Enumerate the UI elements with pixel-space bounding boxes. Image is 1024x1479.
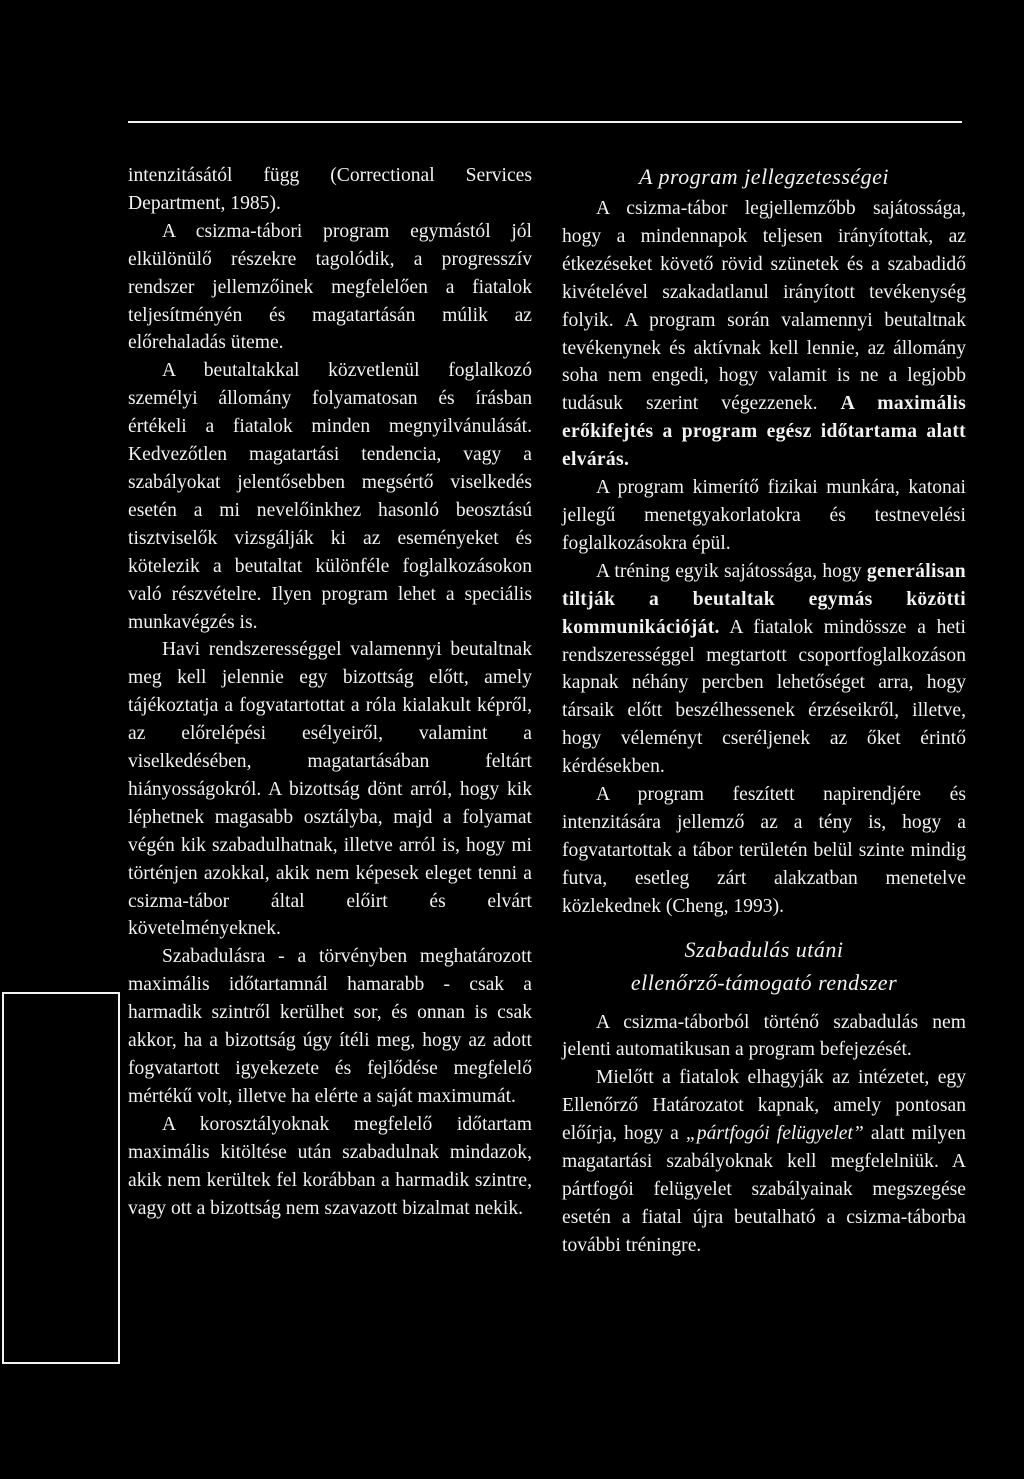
emphasis-text: generálisan tiltják a beutaltak egymás közötti kommunikációját. (562, 560, 966, 638)
paragraph: A program kimerítő fizikai munkára, katonai jellegű menetgyakorlatokra és testnevelési foglalkozásokra épül. (562, 477, 966, 554)
right-column (562, 162, 966, 1260)
paragraph-text: alatt milyen magatartási szabályoknak kell megfelelniük. A pártfogói felügyelet szabályainak megszegése esetén a fiatal újra beutalható a csizma-táborba további tréningre. (562, 1123, 966, 1256)
paragraph (562, 195, 966, 474)
top-rule (128, 121, 962, 123)
paragraph-text: A csizma-tábor legjellemzőbb sajátossága, hogy a mindennapok teljesen irányítottak, az étkezéseket követő rövid szünetek és a szabadidő kivételével szakadatlanul irányított tevékenység folyik. A program során valamennyi beutaltnak tevékenynek és aktívnak kell lennie, az állomány soha nem engedi, hogy valamit is ne a legjobb tudásuk szerint végezzenek. (562, 198, 966, 415)
paragraph-text: A fiatalok mindössze a heti rendszerességgel megtartott csoportfoglalkozáson kapnak néhány percben lehetőséget arra, hogy társaik előtt beszélhessenek érzéseikről, illetve, hogy véleményt cseréljenek az őket érintő kérdésekben. (562, 616, 966, 778)
paragraph (562, 1064, 966, 1259)
paragraph: Szabadulásra - a törvényben meghatározott maximális időtartamnál hamarabb - csak a harmadik szintről kerülhet sor, és onnan is csak akkor, ha a bizottság úgy ítéli meg, hogy az adott fogvatartott igyekezete és fejlődése megfelelő mértékű volt, illetve ha elérte a saját maximumát. (128, 946, 532, 1107)
paragraph-text: A tréning egyik sajátossága, hogy (596, 560, 862, 582)
paragraph: A program feszített napirendjére és intenzitására jellemző az a tény is, hogy a fogvatartottak a tábor területén belül szinte mindig futva, esetleg zárt alakzatban menetelve közlekednek (Cheng, 1993). (562, 784, 966, 917)
section-heading: A program jellegzetességei (638, 164, 890, 189)
paragraph: Havi rendszerességgel valamennyi beutaltnak meg kell jelennie egy bizottság előtt, amely tájékoztatja a fogvatartottat a róla kialakult képről, az előrelépési esélyeiről, valamint a viselkedésében, magatartásában feltárt hiányosságokról. A bizottság dönt arról, hogy kik léphetnek magasabb osztályba, majd a folyamat végén kik szabadulhatnak, illetve arról is, hogy mi történjen azokkal, akik nem képesek eleget tenni a csizma-tábor által előirt és elvárt követelményeknek. (128, 639, 532, 940)
emphasis-text: A maximális erőkifejtés a program egész időtartama alatt elvárás. (562, 393, 966, 471)
left-column (128, 162, 532, 1222)
margin-box (2, 992, 120, 1364)
paragraph: intenzitásától függ (Correctional Services Department, 1985). (128, 165, 532, 214)
paragraph (562, 558, 966, 781)
section-heading-line2: ellenőrző-támogató rendszer (630, 969, 898, 995)
italic-term: „pártfogói felügyelet” (685, 1123, 864, 1145)
paragraph: A csizma-táborból történő szabadulás nem jelenti automatikusan a program befejezését. (562, 1011, 966, 1061)
paragraph: A beutaltakkal közvetlenül foglalkozó személyi állomány folyamatosan és írásban értékeli a fiatalok minden megnyilvánulását. Kedvezőtlen magatartási tendencia, vagy a szabályokat jelentősebben megsértő viselkedés esetén a mi nevelőinkhez hasonló beosztású tisztviselők vizsgálják ki az eseményeket és kötelezik a beutaltat különféle foglalkozásokon való részvételre. Ilyen program lehet a speciális munkavégzés is. (128, 360, 532, 633)
paragraph-text: Mielőtt a fiatalok elhagyják az intézetet, egy Ellenőrző Határozatot kapnak, amely pontosan előírja, hogy a (562, 1067, 966, 1145)
section-heading-line1: Szabadulás utáni (684, 936, 844, 962)
paragraph: A csizma-tábori program egymástól jól elkülönülő részekre tagolódik, a progresszív rendszer jellemzőinek megfelelően a fiatalok teljesítményén és magatartásán múlik az előrehaladás üteme. (128, 220, 532, 354)
paragraph: A korosztályoknak megfelelő időtartam maximális kitöltése után szabadulnak mindazok, akik nem kerültek fel korábban a harmadik szintre, vagy ott a bizottság nem szavazott bizalmat nekik. (128, 1113, 532, 1219)
